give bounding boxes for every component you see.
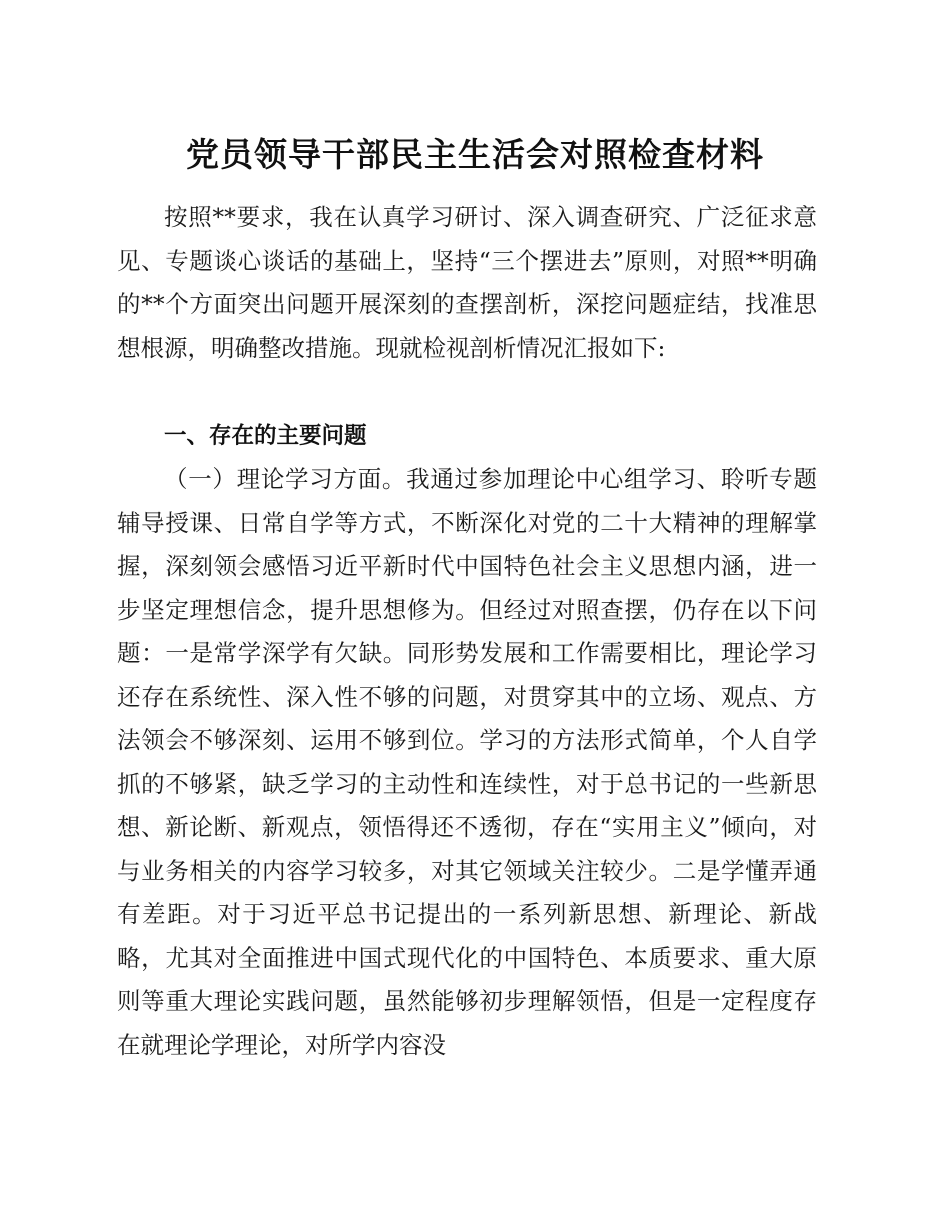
subsection-text: 我通过参加理论中心组学习、聆听专题辅导授课、日常自学等方式，不断深化对党的二十大精神的理解掌握，深刻领会感悟习近平新时代中国特色社会主义思想内涵，进一步坚定理想信念，提升思想修为。但经过对照查摆，仍存在以下问题：一是常学深学有欠缺。同形势发展和工作需要相比，理论学习还存在系统性、深入性不够的问题，对贯穿其中的立场、观点、方法领会不够深刻、运用不够到位。学习的方法形式简单，个人自学抓的不够紧，缺乏学习的主动性和连续性，对于总书记的一些新思想、新论断、新观点，领悟得还不透彻，存在“实用主义”倾向，对与业务相关的内容学习较多，对其它领域关注较少。二是学懂弄通有差距。对于习近平总书记提出的一系列新思想、新理论、新战略，尤其对全面推进中国式现代化的中国特色、本质要求、重大原则等重大理论实践问题，虽然能够初步理解领悟，但是一定程度存在就理论学理论，对所学内容没 — [117, 465, 818, 1059]
document-title: 党员领导干部民主生活会对照检查材料 — [186, 135, 764, 174]
section-heading: 一、存在的主要问题 — [164, 423, 367, 449]
intro-paragraph: 按照**要求，我在认真学习研讨、深入调查研究、广泛征求意见、专题谈心谈话的基础上，坚持“三个摆进去”原则，对照**明确的**个方面突出问题开展深刻的查摆剖析，深挖问题症结，找准思想根源，明确整改措施。现就检视剖析情况汇报如下: — [117, 203, 817, 362]
theory-study-paragraph — [117, 458, 817, 1067]
subsection-label: （一）理论学习方面。 — [164, 465, 407, 493]
